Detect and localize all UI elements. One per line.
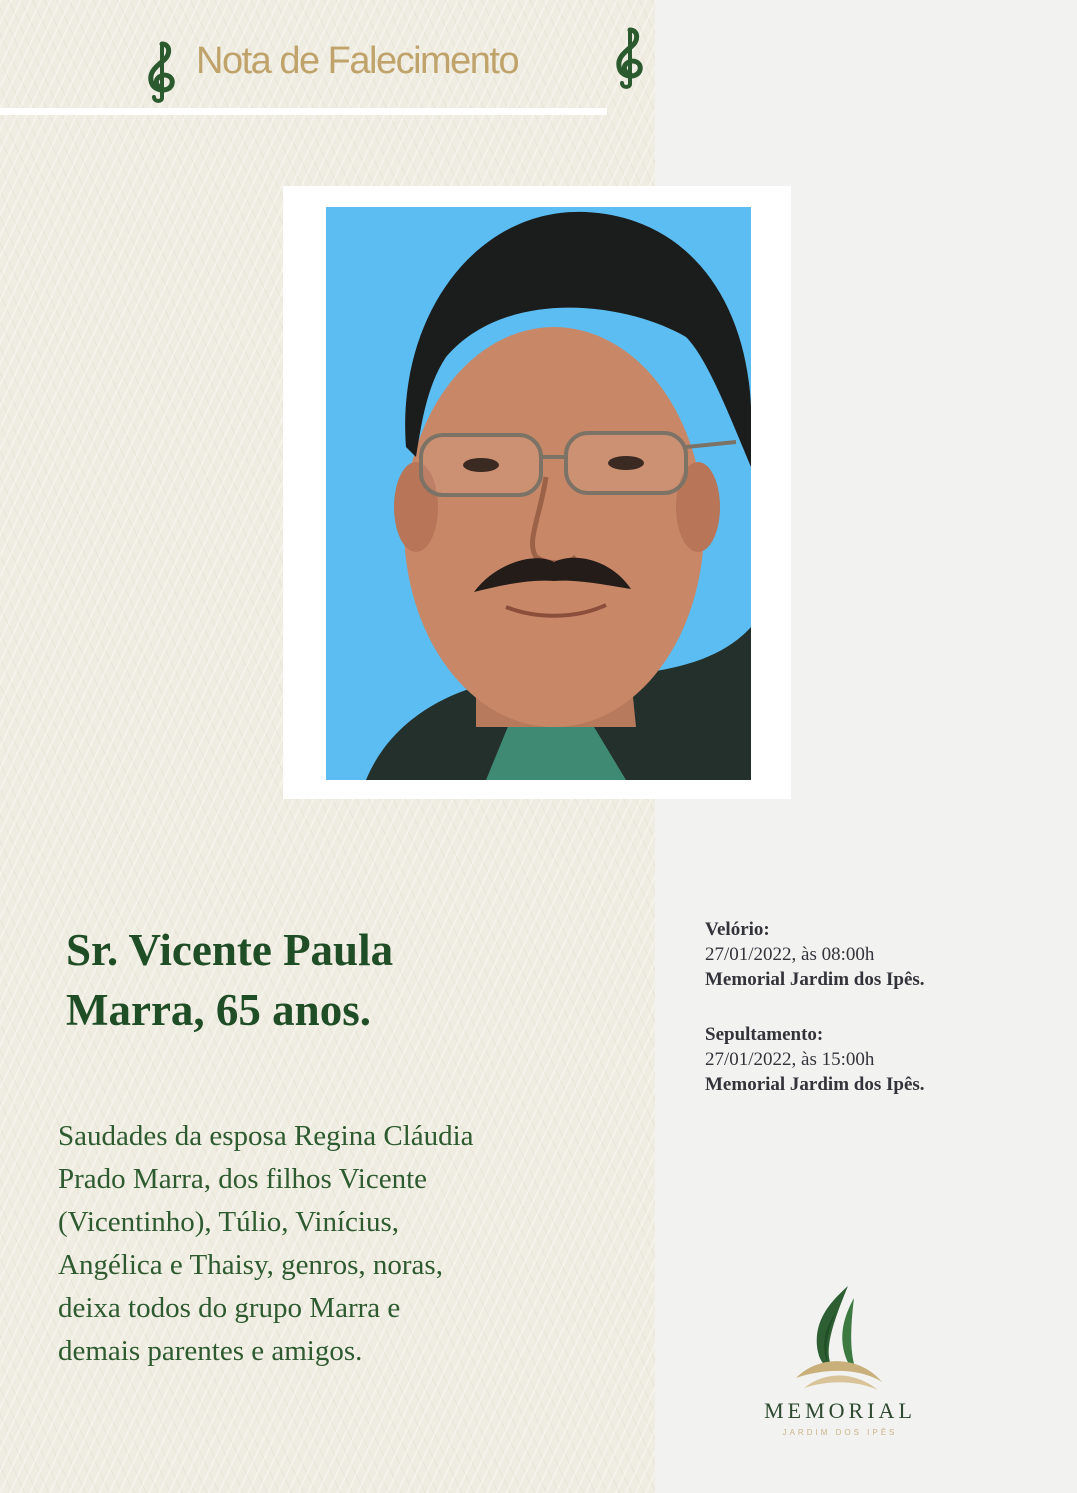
treble-clef-icon <box>608 26 652 90</box>
message-line: (Vicentinho), Túlio, Vinícius, <box>58 1206 399 1238</box>
memorial-wordmark: MEMORIAL <box>764 1398 916 1423</box>
deceased-name <box>66 920 586 1040</box>
treble-clef-icon <box>140 40 184 104</box>
burial-place: Memorial Jardim dos Ipês. <box>705 1074 925 1095</box>
burial-info <box>705 1022 1045 1097</box>
message-line: Saudades da esposa Regina Cláudia <box>58 1120 474 1152</box>
message-line: Prado Marra, dos filhos Vicente <box>58 1163 427 1195</box>
memorial-subtitle: JARDIM DOS IPÊS <box>782 1428 898 1437</box>
portrait-photo <box>326 207 751 780</box>
burial-datetime: 27/01/2022, às 15:00h <box>705 1049 875 1070</box>
condolence-message <box>58 1115 618 1373</box>
memorial-logo-icon <box>790 1282 886 1398</box>
wake-label: Velório: <box>705 919 770 940</box>
header-divider <box>0 108 607 115</box>
burial-label: Sepultamento: <box>705 1024 824 1045</box>
wake-datetime: 27/01/2022, às 08:00h <box>705 944 875 965</box>
wake-info <box>705 917 1045 992</box>
photo-frame <box>283 186 791 799</box>
name-line: Marra, 65 anos. <box>66 985 371 1035</box>
message-line: Angélica e Thaisy, genros, noras, <box>58 1249 443 1281</box>
name-line: Sr. Vicente Paula <box>66 925 394 975</box>
message-line: deixa todos do grupo Marra e <box>58 1292 401 1324</box>
page-title: Nota de Falecimento <box>196 40 519 82</box>
wake-place: Memorial Jardim dos Ipês. <box>705 969 925 990</box>
message-line: demais parentes e amigos. <box>58 1335 363 1367</box>
